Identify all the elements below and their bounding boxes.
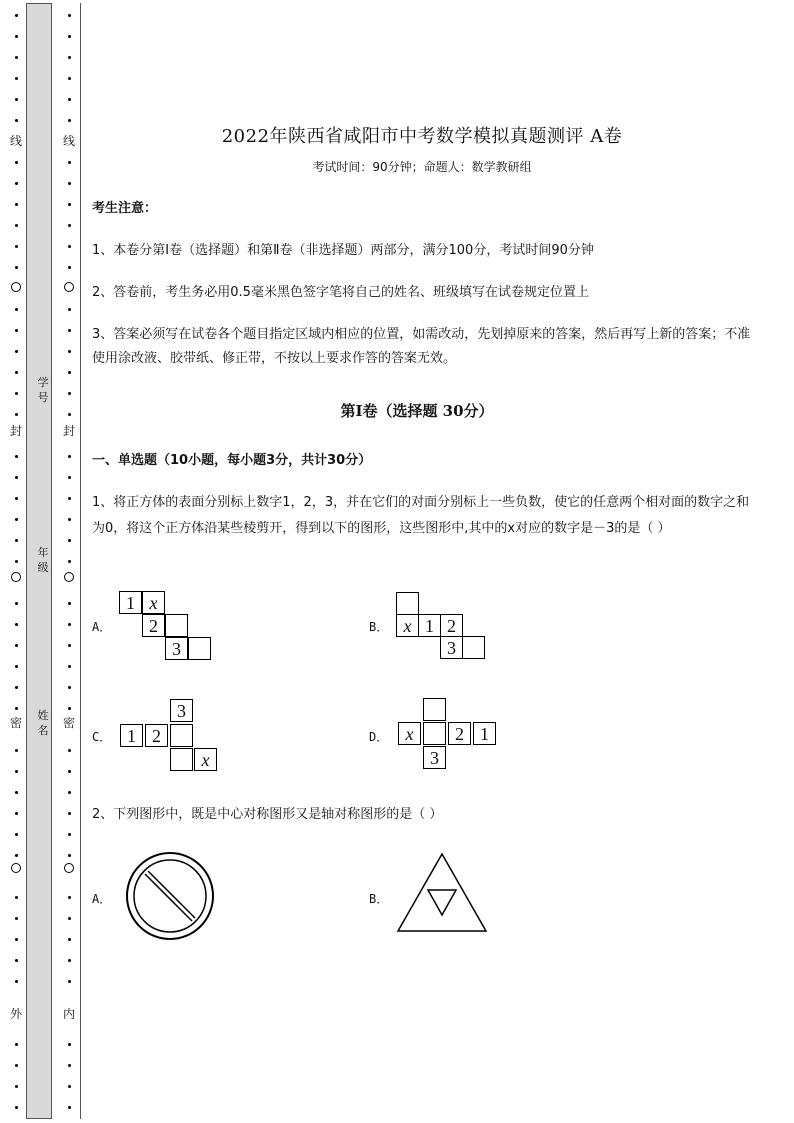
binding-dot — [68, 392, 71, 395]
binding-dot — [15, 161, 18, 164]
binding-dot — [15, 1043, 18, 1046]
net-cell: x — [396, 614, 419, 637]
net-cell: 3 — [170, 699, 193, 722]
binding-dot — [15, 497, 18, 500]
margin-circle — [11, 282, 21, 292]
binding-dot — [68, 854, 71, 857]
binding-dot — [68, 455, 71, 458]
binding-dot — [15, 707, 18, 710]
margin-circle — [64, 863, 74, 873]
binding-dot — [15, 833, 18, 836]
binding-dot — [15, 329, 18, 332]
binding-dot — [15, 539, 18, 542]
net-cell: x — [194, 748, 217, 771]
binding-dot — [15, 245, 18, 248]
binding-dot — [15, 644, 18, 647]
page-title: 2022年陕西省咸阳市中考数学模拟真题测评 A卷 — [221, 126, 623, 147]
binding-dot — [68, 917, 71, 920]
net-cell: 3 — [165, 637, 188, 660]
binding-dot — [15, 812, 18, 815]
binding-dot — [15, 623, 18, 626]
binding-dot — [15, 1085, 18, 1088]
binding-dot — [15, 266, 18, 269]
binding-dot — [15, 686, 18, 689]
binding-dot — [15, 455, 18, 458]
binding-dot — [15, 77, 18, 80]
net-cell — [170, 724, 193, 747]
question-2-text: 2、下列图形中，既是中心对称图形又是轴对称图形的是（ ） — [92, 807, 443, 822]
net-cell: 3 — [440, 636, 463, 659]
margin-char-outer: 外 — [9, 1007, 22, 1021]
binding-dot — [68, 770, 71, 773]
binding-dot — [15, 959, 18, 962]
triangle-symbol-icon[interactable] — [396, 852, 488, 934]
binding-dot — [15, 224, 18, 227]
binding-dot — [68, 1085, 71, 1088]
margin-circle — [11, 863, 21, 873]
binding-dot — [15, 917, 18, 920]
binding-margin-inner — [53, 3, 81, 1119]
binding-dot — [15, 938, 18, 941]
binding-dot — [15, 392, 18, 395]
binding-dot — [15, 518, 18, 521]
net-cell — [188, 637, 211, 660]
binding-dot — [68, 182, 71, 185]
binding-dot — [68, 350, 71, 353]
binding-dot — [68, 812, 71, 815]
binding-dot — [15, 371, 18, 374]
binding-dot — [15, 203, 18, 206]
notice-item: 1、本卷分第I卷（选择题）和第Ⅱ卷（非选择题）两部分，满分100分，考试时间90分钟 — [92, 243, 594, 258]
grade-label: 年级 — [37, 546, 49, 574]
binding-dot — [68, 749, 71, 752]
q2-option-b-label[interactable]: B． — [369, 892, 389, 906]
binding-dot — [15, 1064, 18, 1067]
binding-dot — [15, 35, 18, 38]
binding-dot — [15, 350, 18, 353]
net-cell: 2 — [448, 722, 471, 745]
binding-dot — [15, 602, 18, 605]
q1-option-d-label[interactable]: D． — [369, 730, 389, 744]
binding-dot — [15, 119, 18, 122]
part-heading: 一、单选题（10小题，每小题3分，共计30分） — [92, 453, 372, 468]
net-cell — [170, 748, 193, 771]
binding-dot — [68, 1106, 71, 1109]
binding-dot — [15, 308, 18, 311]
binding-dot — [68, 413, 71, 416]
margin-circle — [64, 282, 74, 292]
section-title: 第I卷（选择题 30分） — [340, 402, 494, 420]
binding-dot — [15, 476, 18, 479]
binding-dot — [68, 707, 71, 710]
binding-dot — [68, 665, 71, 668]
notice-heading: 考生注意： — [92, 201, 158, 216]
net-cell — [462, 636, 485, 659]
net-cell: 2 — [440, 614, 463, 637]
student-id-label: 学号 — [37, 376, 49, 404]
margin-char-inner: 内 — [62, 1007, 75, 1021]
binding-dot — [15, 1106, 18, 1109]
binding-dot — [68, 245, 71, 248]
name-label: 姓名 — [37, 709, 49, 737]
q1-option-c-label[interactable]: C． — [92, 730, 112, 744]
net-cell: x — [142, 591, 165, 614]
binding-dot — [68, 35, 71, 38]
binding-dot — [15, 413, 18, 416]
margin-char-secret-inner: 密 — [62, 716, 75, 730]
binding-dot — [68, 1043, 71, 1046]
binding-dot — [68, 371, 71, 374]
binding-dot — [15, 791, 18, 794]
notice-item: 3、答案必须写在试卷各个题目指定区域内相应的位置，如需改动，先划掉原来的答案，然后再写上新的答案；不准使用涂改液、胶带纸、修正带，不按以上要求作答的答案无效。 — [92, 327, 751, 366]
binding-dot — [15, 749, 18, 752]
binding-dot — [15, 14, 18, 17]
binding-dot — [68, 119, 71, 122]
net-cell — [423, 722, 446, 745]
binding-dot — [15, 854, 18, 857]
binding-dot — [68, 203, 71, 206]
binding-dot — [68, 266, 71, 269]
binding-dot — [68, 308, 71, 311]
binding-dot — [68, 476, 71, 479]
binding-dot — [68, 560, 71, 563]
no-entry-symbol-icon[interactable] — [124, 850, 216, 942]
binding-dot — [68, 938, 71, 941]
binding-dot — [15, 182, 18, 185]
margin-char-line: 线 — [9, 134, 22, 148]
net-cell — [396, 592, 419, 615]
net-cell: 1 — [120, 724, 143, 747]
net-cell: 3 — [423, 746, 446, 769]
net-cell: 2 — [145, 724, 168, 747]
binding-dot — [15, 896, 18, 899]
binding-dot — [68, 959, 71, 962]
q1-option-a-label[interactable]: A． — [92, 620, 112, 634]
q1-option-b-label[interactable]: B． — [369, 620, 389, 634]
net-cell: x — [398, 722, 421, 745]
exam-subtitle: 考试时间：90分钟；命题人：数学教研组 — [312, 160, 532, 174]
binding-dot — [68, 980, 71, 983]
binding-dot — [68, 1064, 71, 1067]
net-cell: 1 — [473, 722, 496, 745]
binding-dot — [68, 539, 71, 542]
margin-char-seal-inner: 封 — [62, 424, 75, 438]
binding-dot — [68, 56, 71, 59]
binding-dot — [15, 56, 18, 59]
binding-dot — [68, 14, 71, 17]
net-cell: 1 — [418, 614, 441, 637]
binding-dot — [68, 329, 71, 332]
question-1-text: 1、将正方体的表面分别标上数字1，2，3，并在它们的对面分别标上一些负数，使它的任意两个相对面的数字之和为0，将这个正方体沿某些棱剪开，得到以下的图形，这些图形中,其中的x对应的数字是－3的是（ ） — [92, 495, 750, 536]
binding-dot — [68, 833, 71, 836]
binding-dot — [15, 665, 18, 668]
binding-margin-outer — [0, 0, 26, 1123]
binding-dot — [15, 560, 18, 563]
binding-dot — [15, 98, 18, 101]
margin-char-secret: 密 — [9, 716, 22, 730]
margin-circle — [11, 572, 21, 582]
binding-dot — [68, 224, 71, 227]
binding-dot — [68, 161, 71, 164]
binding-dot — [68, 77, 71, 80]
binding-dot — [68, 98, 71, 101]
binding-dot — [68, 791, 71, 794]
binding-dot — [68, 896, 71, 899]
binding-dot — [15, 980, 18, 983]
margin-char-line-inner: 线 — [62, 134, 75, 148]
binding-dot — [68, 644, 71, 647]
margin-circle — [64, 572, 74, 582]
binding-dot — [68, 623, 71, 626]
q2-option-a-label[interactable]: A． — [92, 892, 112, 906]
binding-dot — [15, 770, 18, 773]
binding-dot — [68, 602, 71, 605]
net-cell — [165, 614, 188, 637]
notice-item: 2、答卷前，考生务必用0.5毫米黑色签字笔将自己的姓名、班级填写在试卷规定位置上 — [92, 285, 589, 300]
net-cell: 2 — [142, 614, 165, 637]
net-cell: 1 — [119, 591, 142, 614]
binding-dot — [68, 497, 71, 500]
binding-dot — [68, 518, 71, 521]
binding-dot — [68, 686, 71, 689]
net-cell — [423, 698, 446, 721]
margin-char-seal: 封 — [9, 424, 22, 438]
